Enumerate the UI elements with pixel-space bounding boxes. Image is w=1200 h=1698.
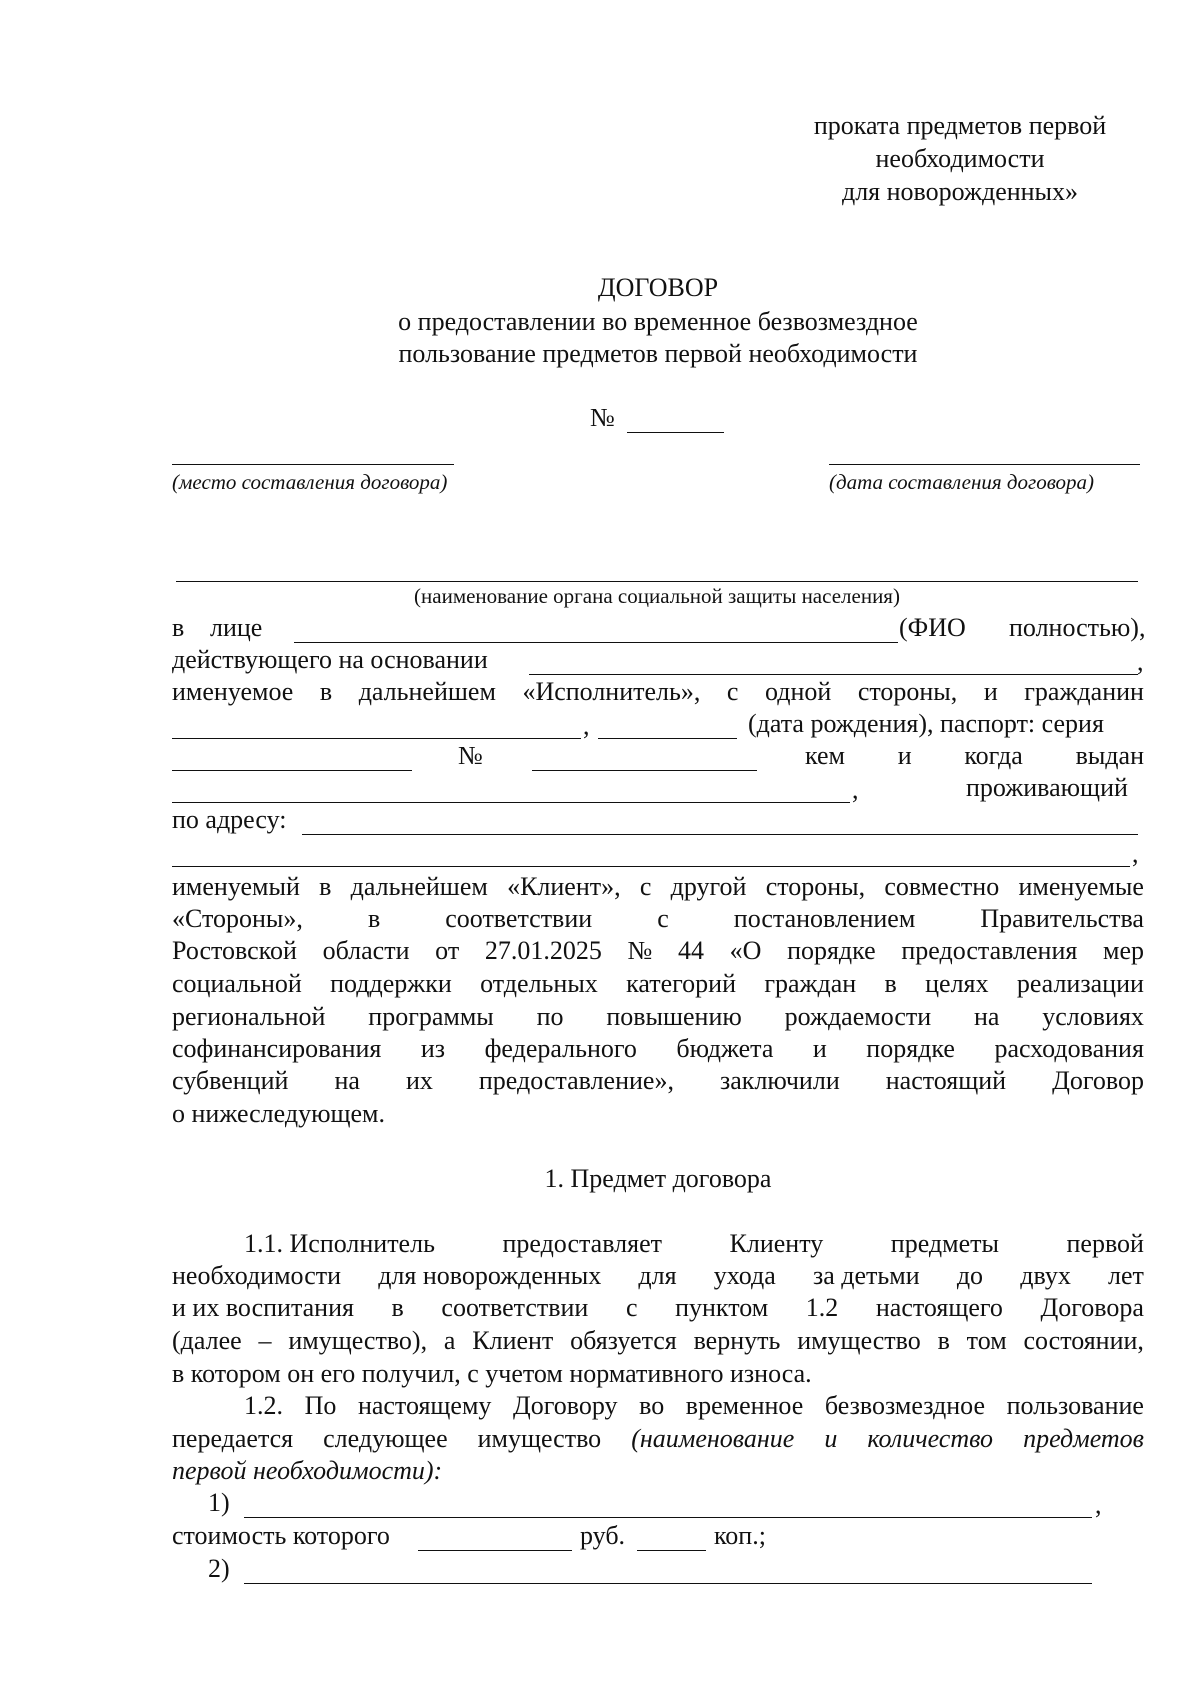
cost-label: стоимость которого	[172, 1521, 390, 1550]
word: 44	[677, 936, 704, 965]
word: порядке	[866, 1034, 955, 1063]
header-approval-line-2: необходимости	[875, 144, 1045, 173]
word: субвенций	[172, 1066, 289, 1095]
word: выдан	[1075, 741, 1144, 770]
word: порядке	[787, 936, 876, 965]
issued-by-comma: ,	[852, 775, 859, 804]
word: в	[319, 872, 332, 901]
word: пунктом	[675, 1293, 769, 1322]
word: рождаемости	[784, 1002, 932, 1031]
word: имущество),	[288, 1326, 428, 1355]
word: заключили	[720, 1066, 840, 1095]
item-1-comma: ,	[1095, 1490, 1102, 1519]
clause-1-1-line-4	[172, 1325, 1144, 1357]
word: состоянии,	[1023, 1326, 1144, 1355]
word: кем	[805, 741, 845, 770]
word: и	[824, 1424, 838, 1453]
word: (далее	[172, 1326, 242, 1355]
place-caption: (место составления договора)	[172, 470, 448, 494]
item-2-number: 2)	[208, 1554, 230, 1583]
word: том	[966, 1326, 1007, 1355]
word: соответствии	[445, 904, 593, 933]
item-1-name-field[interactable]	[244, 1517, 1092, 1518]
clause-1-1-line-2	[172, 1260, 1144, 1292]
word: граждан	[764, 969, 857, 998]
word: софинансирования	[172, 1034, 382, 1063]
header-approval-line-3: для новорожденных»	[841, 177, 1079, 206]
word: постановлением	[733, 904, 916, 933]
word: одной	[764, 677, 832, 706]
contract-number-field[interactable]	[627, 432, 724, 433]
word: обязуется	[570, 1326, 677, 1355]
word: дальнейшем	[350, 872, 488, 901]
word: стороны,	[857, 677, 958, 706]
word: целях	[925, 969, 989, 998]
fio-full-word-1: (ФИО	[899, 613, 966, 642]
word: программы	[368, 1002, 494, 1031]
organization-caption: (наименование органа социальной защиты населения)	[414, 584, 900, 608]
passport-series-field[interactable]	[172, 770, 412, 771]
word: когда	[964, 741, 1023, 770]
word: повышению	[606, 1002, 742, 1031]
word: а	[443, 1326, 456, 1355]
word: предметы	[890, 1229, 999, 1258]
clause-1-2-line-3: первой необходимости):	[172, 1456, 443, 1485]
fio-full-word-2: полностью),	[1009, 613, 1146, 642]
word: в	[937, 1326, 950, 1355]
document-subtitle-1: о предоставлении во временное безвозмездное	[398, 307, 918, 336]
word: соответствии	[441, 1293, 589, 1322]
date-caption: (дата составления договора)	[829, 470, 1095, 494]
word: за детьми	[812, 1261, 920, 1290]
word: «Стороны»,	[172, 904, 303, 933]
word: предоставления	[901, 936, 1078, 965]
acting-basis-comma: ,	[1137, 647, 1144, 676]
word: временное	[685, 1391, 804, 1420]
word: №	[627, 936, 653, 965]
word: в	[391, 1293, 404, 1322]
word: Ростовской	[172, 936, 297, 965]
preamble-line-6	[172, 1033, 1144, 1065]
citizen-name-comma: ,	[583, 711, 590, 740]
preamble-line-7	[172, 1065, 1144, 1097]
word: и	[983, 677, 998, 706]
word: по	[536, 1002, 564, 1031]
preamble-line-8: о нижеследующем.	[172, 1099, 386, 1128]
clause-1-1-line-3	[172, 1292, 1144, 1324]
header-approval-line-1: проката предметов первой	[813, 111, 1107, 140]
birth-date-label: (дата рождения), паспорт: серия	[748, 709, 1104, 738]
word: Договор	[1052, 1066, 1144, 1095]
word: предоставляет	[502, 1229, 662, 1258]
address-field-2[interactable]	[172, 866, 1130, 867]
word: следующее	[323, 1424, 448, 1453]
word: настоящему	[357, 1391, 492, 1420]
word: от	[435, 936, 460, 965]
word: передается	[172, 1424, 294, 1453]
acting-basis-label: действующего на основании	[172, 645, 488, 674]
word: (наименование	[631, 1424, 795, 1453]
word: с	[726, 677, 739, 706]
word: предметов	[1023, 1424, 1144, 1453]
document-title: ДОГОВОР	[597, 273, 719, 302]
word: бюджета	[676, 1034, 774, 1063]
word: на	[334, 1066, 360, 1095]
word: «Исполнитель»,	[522, 677, 701, 706]
word: до	[956, 1261, 984, 1290]
word: двух	[1020, 1261, 1071, 1290]
kop-label: коп.;	[714, 1521, 766, 1550]
word: Клиент	[472, 1326, 554, 1355]
contract-number-sign: №	[590, 403, 615, 432]
word: 1.2	[805, 1293, 839, 1322]
word: 1.2.	[244, 1391, 283, 1420]
place-field[interactable]	[172, 464, 454, 465]
word: отдельных	[480, 969, 598, 998]
acting-basis-field[interactable]	[529, 674, 1138, 675]
word: 27.01.2025	[484, 936, 602, 965]
word: настоящий	[885, 1066, 1007, 1095]
word: для	[638, 1261, 677, 1290]
clause-1-2-line-1	[244, 1390, 1144, 1422]
item-2-name-field[interactable]	[244, 1583, 1092, 1584]
word: совместно	[884, 872, 1000, 901]
word: «Клиент»,	[507, 872, 621, 901]
word: на	[973, 1002, 1000, 1031]
clause-1-1-line-5: в котором он его получил, с учетом нормативного износа.	[172, 1359, 812, 1388]
clause-1-1-line-1	[244, 1228, 1144, 1260]
word: для новорожденных	[378, 1261, 602, 1290]
word: лет	[1108, 1261, 1144, 1290]
word: первой	[1066, 1229, 1144, 1258]
preamble-line-4	[172, 968, 1144, 1000]
word: и	[812, 1034, 827, 1063]
word: в	[367, 904, 381, 933]
word: категорий	[626, 969, 736, 998]
word: реализации	[1016, 969, 1144, 998]
word: в	[884, 969, 897, 998]
word: их	[405, 1066, 433, 1095]
preamble-line-5	[172, 1001, 1144, 1033]
passport-number-field[interactable]	[532, 770, 757, 771]
residing-label: проживающий	[966, 773, 1128, 802]
document-subtitle-2: пользование предметов первой необходимости	[398, 339, 918, 368]
word: именуемый	[172, 872, 300, 901]
word: необходимости	[172, 1261, 342, 1290]
word: безвозмездное	[824, 1391, 986, 1420]
word: Клиенту	[729, 1229, 824, 1258]
named-executor-line	[172, 676, 1144, 708]
in-person-word-1: в	[172, 613, 185, 642]
word: федерального	[484, 1034, 637, 1063]
word: другой	[670, 872, 747, 901]
section-1-heading: 1. Предмет договора	[544, 1164, 772, 1193]
clause-1-2-line-2	[172, 1423, 1144, 1455]
word: стороны,	[765, 872, 866, 901]
word: именуемые	[1018, 872, 1144, 901]
word: именуемое	[172, 677, 294, 706]
word: из	[420, 1034, 446, 1063]
word: Договора	[1040, 1293, 1144, 1322]
word: социальной	[172, 969, 302, 998]
word: пользование	[1006, 1391, 1144, 1420]
word: вернуть	[693, 1326, 781, 1355]
word: с	[625, 1293, 638, 1322]
cost-rub-field[interactable]	[418, 1550, 572, 1551]
word: с	[639, 872, 652, 901]
word: и	[897, 741, 912, 770]
word: количество	[867, 1424, 994, 1453]
preamble-line-1	[172, 871, 1144, 903]
word: и их воспитания	[172, 1293, 354, 1322]
word: гражданин	[1024, 677, 1144, 706]
word: имущество	[797, 1326, 921, 1355]
word: ухода	[713, 1261, 776, 1290]
citizen-name-field[interactable]	[172, 738, 581, 739]
address-label: по адресу:	[172, 805, 287, 834]
word: в	[319, 677, 333, 706]
word: 1.1. Исполнитель	[244, 1229, 435, 1258]
word: имущество	[477, 1424, 602, 1453]
word: Договору	[513, 1391, 618, 1420]
word: предоставление»,	[478, 1066, 674, 1095]
address-field-1[interactable]	[302, 834, 1138, 835]
item-1-number: 1)	[208, 1488, 230, 1517]
issued-by-line	[805, 740, 1144, 772]
word: расходования	[994, 1034, 1144, 1063]
word: Правительства	[980, 904, 1144, 933]
birth-date-field[interactable]	[598, 738, 737, 739]
word: условиях	[1042, 1002, 1144, 1031]
cost-kop-field[interactable]	[637, 1550, 706, 1551]
preamble-line-2	[172, 903, 1144, 935]
representative-name-field[interactable]	[294, 642, 898, 643]
preamble-line-3	[172, 935, 1144, 967]
word: настоящего	[875, 1293, 1003, 1322]
in-person-word-2: лице	[210, 613, 263, 642]
word: с	[657, 904, 669, 933]
word: «О	[729, 936, 762, 965]
passport-number-sign: №	[458, 741, 483, 770]
date-field[interactable]	[829, 464, 1140, 465]
issued-by-field[interactable]	[172, 802, 850, 803]
word: поддержки	[330, 969, 452, 998]
word: По	[304, 1391, 337, 1420]
rub-label: руб.	[580, 1521, 626, 1550]
word: во	[639, 1391, 665, 1420]
word: –	[258, 1326, 272, 1355]
address-comma: ,	[1132, 839, 1139, 868]
word: мер	[1103, 936, 1144, 965]
word: региональной	[172, 1002, 326, 1031]
word: области	[322, 936, 410, 965]
word: дальнейшем	[358, 677, 496, 706]
